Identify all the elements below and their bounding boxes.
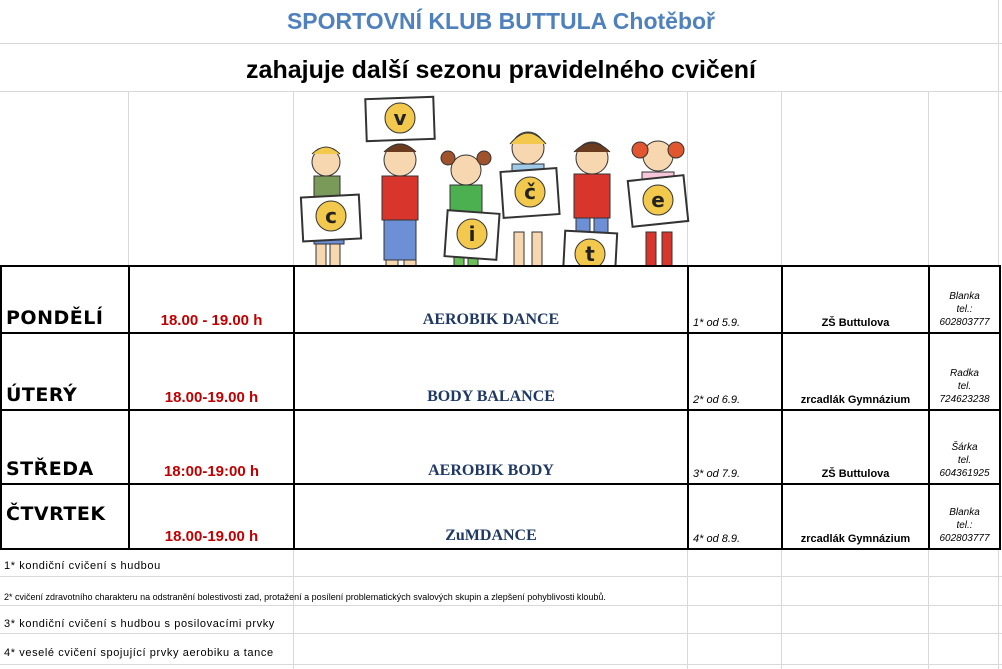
- page-title: SPORTOVNÍ KLUB BUTTULA Chotěboř: [286, 8, 716, 34]
- contact-label: tel.:: [956, 304, 973, 315]
- contact-cell: [929, 410, 1000, 484]
- time-cell: 18.00-19.00 h: [129, 484, 294, 549]
- activity-cell: AEROBIK DANCE: [294, 266, 688, 333]
- note-cell: 1* od 5.9.: [688, 266, 782, 333]
- day-cell: STŘEDA: [1, 410, 129, 484]
- letter-c-caron: č: [524, 180, 536, 204]
- note-cell: 3* od 7.9.: [688, 410, 782, 484]
- footnote: 3* kondiční cvičení s hudbou s posilovacími prvky: [4, 618, 275, 630]
- letter-v: v: [393, 106, 407, 130]
- contact-name: Blanka: [949, 507, 980, 518]
- grid-line: [128, 91, 129, 266]
- letter-c: c: [325, 204, 337, 228]
- grid-line: [928, 548, 929, 669]
- kid-figure: [382, 144, 418, 278]
- letter-e: e: [651, 188, 665, 212]
- contact-name: Radka: [950, 368, 979, 379]
- grid-line: [0, 576, 1002, 577]
- day-cell: ÚTERÝ: [1, 333, 129, 410]
- contact-label: tel.:: [956, 520, 973, 531]
- letter-card: [444, 210, 499, 260]
- grid-line: [781, 548, 782, 669]
- grid-line: [781, 91, 782, 266]
- contact-cell: [929, 484, 1000, 549]
- place-cell: ZŠ Buttulova: [782, 266, 929, 333]
- contact-phone: 604361925: [939, 468, 990, 479]
- day-cell: PONDĚLÍ: [1, 266, 129, 333]
- footnote: 1* kondiční cvičení s hudbou: [4, 560, 161, 572]
- grid-line: [928, 91, 929, 266]
- time-cell: 18.00 - 19.00 h: [129, 266, 294, 333]
- letter-card: [365, 97, 434, 141]
- day-cell: ČTVRTEK: [1, 484, 129, 549]
- letter-i: i: [468, 222, 476, 246]
- footnote: 4* veselé cvičení spojující prvky aerobiku a tance: [4, 647, 274, 659]
- letter-t: t: [585, 242, 595, 266]
- grid-line: [293, 91, 294, 266]
- kids-illustration: [296, 92, 706, 288]
- footnote: 2* cvičení zdravotního charakteru na odstranění bolestivosti zad, protažení a posílení problematických svalových skupin a zlepšení pohyblivosti kloubů.: [4, 592, 606, 602]
- contact-cell: [929, 266, 1000, 333]
- contact-label: tel.: [957, 381, 972, 392]
- time-cell: 18.00-19.00 h: [129, 333, 294, 410]
- grid-line: [687, 548, 688, 669]
- activity-cell: AEROBIK BODY: [294, 410, 688, 484]
- grid-line: [293, 548, 294, 669]
- time-cell: 18:00-19:00 h: [129, 410, 294, 484]
- contact-label: tel.: [957, 455, 972, 466]
- contact-cell: [929, 333, 1000, 410]
- place-cell: zrcadlák Gymnázium: [782, 484, 929, 549]
- grid-line: [0, 633, 1002, 634]
- contact-phone: 602803777: [939, 533, 990, 544]
- schedule-row: [1, 484, 1000, 549]
- activity-cell: ZuMDANCE: [294, 484, 688, 549]
- grid-line: [0, 605, 1002, 606]
- activity-cell: BODY BALANCE: [294, 333, 688, 410]
- page-subtitle: zahajuje další sezonu pravidelného cvičení: [246, 56, 756, 84]
- contact-phone: 602803777: [939, 317, 990, 328]
- letter-card: [628, 175, 689, 227]
- contact-name: Šárka: [951, 442, 978, 453]
- schedule-row: [1, 266, 1000, 333]
- contact-phone: 724623238: [939, 394, 990, 405]
- place-cell: ZŠ Buttulova: [782, 410, 929, 484]
- note-cell: 4* od 8.9.: [688, 484, 782, 549]
- schedule-row: [1, 410, 1000, 484]
- letter-card: [500, 168, 559, 218]
- note-cell: 2* od 6.9.: [688, 333, 782, 410]
- grid-line: [0, 664, 1002, 665]
- schedule-row: [1, 333, 1000, 410]
- schedule-table: [0, 265, 1001, 550]
- place-cell: zrcadlák Gymnázium: [782, 333, 929, 410]
- contact-name: Blanka: [949, 291, 980, 302]
- letter-card: [301, 195, 361, 242]
